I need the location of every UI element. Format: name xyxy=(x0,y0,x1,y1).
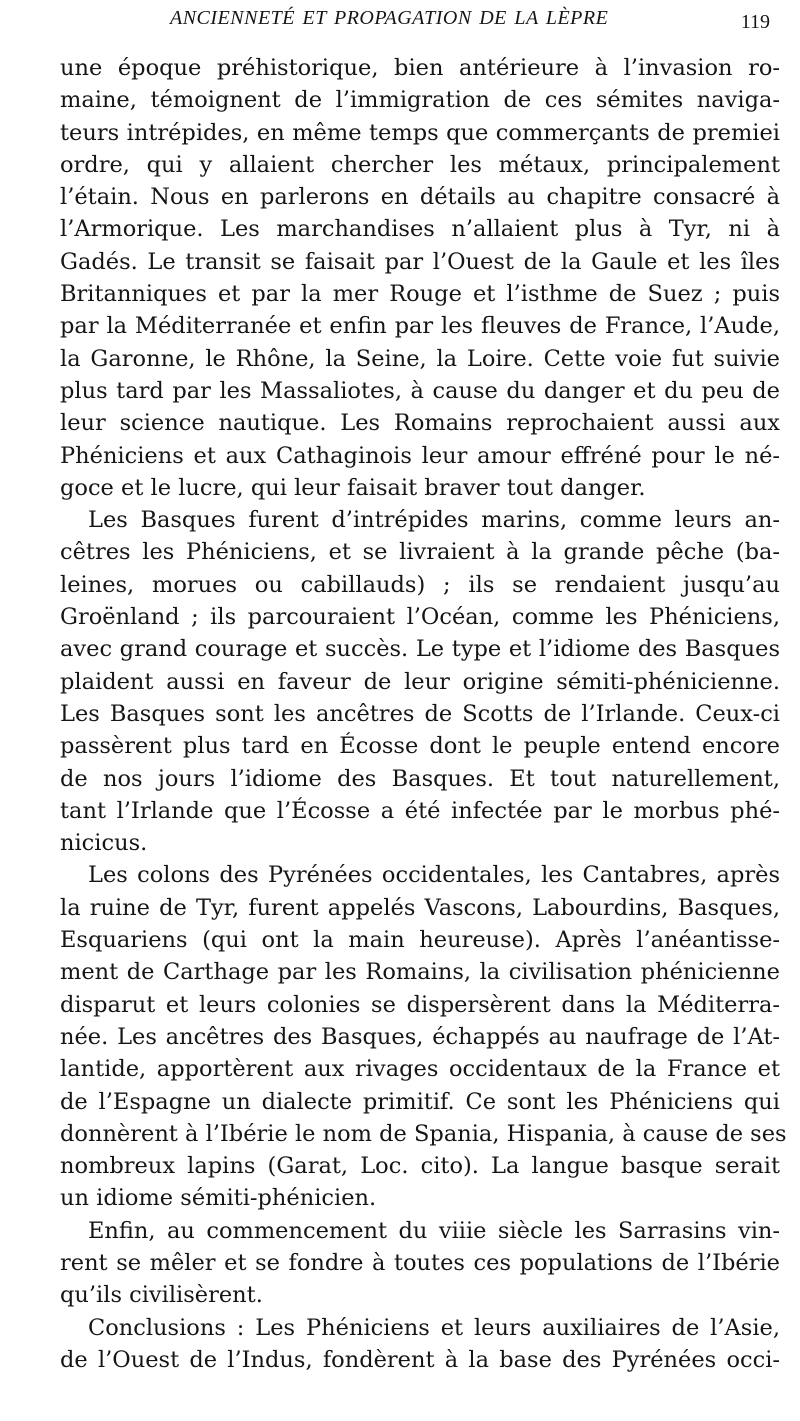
text-line: Les colons des Pyrénées occidentales, les Cantabres, après xyxy=(88,862,780,889)
text-line: de l’Ouest de l’Indus, fondèrent à la base des Pyrénées occi- xyxy=(60,1346,780,1373)
text-line: l’Armorique. Les marchandises n’allaient plus à Tyr, ni à xyxy=(60,216,780,243)
text-line: l’étain. Nous en parlerons en détails au chapitre consacré à xyxy=(60,184,780,211)
text-line: tant l’Irlande que l’Écosse a été infectée par le morbus phé- xyxy=(60,797,780,824)
text-line: passèrent plus tard en Écosse dont le peuple entend encore xyxy=(60,733,780,760)
text-line: maine, témoignent de l’immigration de ces sémites naviga- xyxy=(60,87,780,114)
text-line: ment de Carthage par les Romains, la civilisation phénicienne xyxy=(60,959,780,986)
text-line: la ruine de Tyr, furent appelés Vascons, Labourdins, Basques, xyxy=(60,894,780,921)
text-line: nombreux lapins (Garat, Loc. cito). La langue basque serait xyxy=(60,1153,780,1180)
text-line: la Garonne, le Rhône, la Seine, la Loire. Cette voie fut suivie xyxy=(60,345,780,372)
text-line: une époque préhistorique, bien antérieure à l’invasion ro- xyxy=(60,55,780,81)
text-line: un idiome sémiti-phénicien. xyxy=(60,1185,377,1212)
text-line: Esquariens (qui ont la main heureuse). Après l’anéantisse- xyxy=(60,927,780,954)
text-line: née. Les ancêtres des Basques, échappés au naufrage de l’At- xyxy=(60,1023,780,1050)
text-line: plaident aussi en faveur de leur origine sémiti-phénicienne. xyxy=(60,668,780,695)
text-line: plus tard par les Massaliotes, à cause du danger et du peu de xyxy=(60,377,780,404)
text-line: rent se mêler et se fondre à toutes ces populations de l’Ibérie xyxy=(60,1249,780,1276)
text-line: de nos jours l’idiome des Basques. Et tout naturellement, xyxy=(60,765,780,792)
text-line: cêtres les Phéniciens, et se livraient à la grande pêche (ba- xyxy=(60,539,780,566)
page-header xyxy=(0,7,800,37)
text-line: lantide, apportèrent aux rivages occidentaux de la France et xyxy=(60,1056,780,1083)
text-line: Britanniques et par la mer Rouge et l’isthme de Suez ; puis xyxy=(60,281,780,308)
text-line: par la Méditerranée et enfin par les fleuves de France, l’Aude, xyxy=(60,313,780,340)
text-line: Gadés. Le transit se faisait par l’Ouest de la Gaule et les îles xyxy=(60,248,780,275)
text-line: leines, morues ou cabillauds) ; ils se rendaient jusqu’au xyxy=(60,571,780,598)
text-line: donnèrent à l’Ibérie le nom de Spania, Hispania, à cause de ses xyxy=(60,1120,787,1147)
text-line: Les Basques sont les ancêtres de Scotts de l’Irlande. Ceux-ci xyxy=(60,700,780,727)
text-line: goce et le lucre, qui leur faisait braver tout danger. xyxy=(60,474,646,501)
text-line: Phéniciens et aux Cathaginois leur amour effréné pour le né- xyxy=(60,442,780,469)
page-number: 119 xyxy=(740,11,770,33)
text-line: Conclusions : Les Phéniciens et leurs auxiliaires de l’Asie, xyxy=(88,1314,780,1341)
text-line: qu’ils civilisèrent. xyxy=(60,1282,263,1309)
text-line: disparut et leurs colonies se dispersèrent dans la Méditerra- xyxy=(60,991,780,1018)
text-line: de l’Espagne un dialecte primitif. Ce sont les Phéniciens qui xyxy=(60,1088,780,1115)
text-line: teurs intrépides, en même temps que commerçants de premiei xyxy=(60,119,780,146)
text-line: Les Basques furent d’intrépides marins, comme leurs an- xyxy=(88,507,780,534)
running-title: ANCIENNETÉ ET PROPAGATION DE LA LÈPRE xyxy=(170,7,609,29)
text-line: nicicus. xyxy=(60,830,148,857)
text-line: Enfin, au commencement du viiie siècle les Sarrasins vin- xyxy=(88,1217,780,1244)
text-line: Groënland ; ils parcouraient l’Océan, comme les Phéniciens, xyxy=(60,604,780,631)
body-text xyxy=(60,52,787,1376)
text-line: ordre, qui y allaient chercher les métaux, principalement xyxy=(60,151,780,178)
text-line: leur science nautique. Les Romains reprochaient aussi aux xyxy=(60,410,780,437)
text-line: avec grand courage et succès. Le type et l’idiome des Basques xyxy=(60,636,780,663)
